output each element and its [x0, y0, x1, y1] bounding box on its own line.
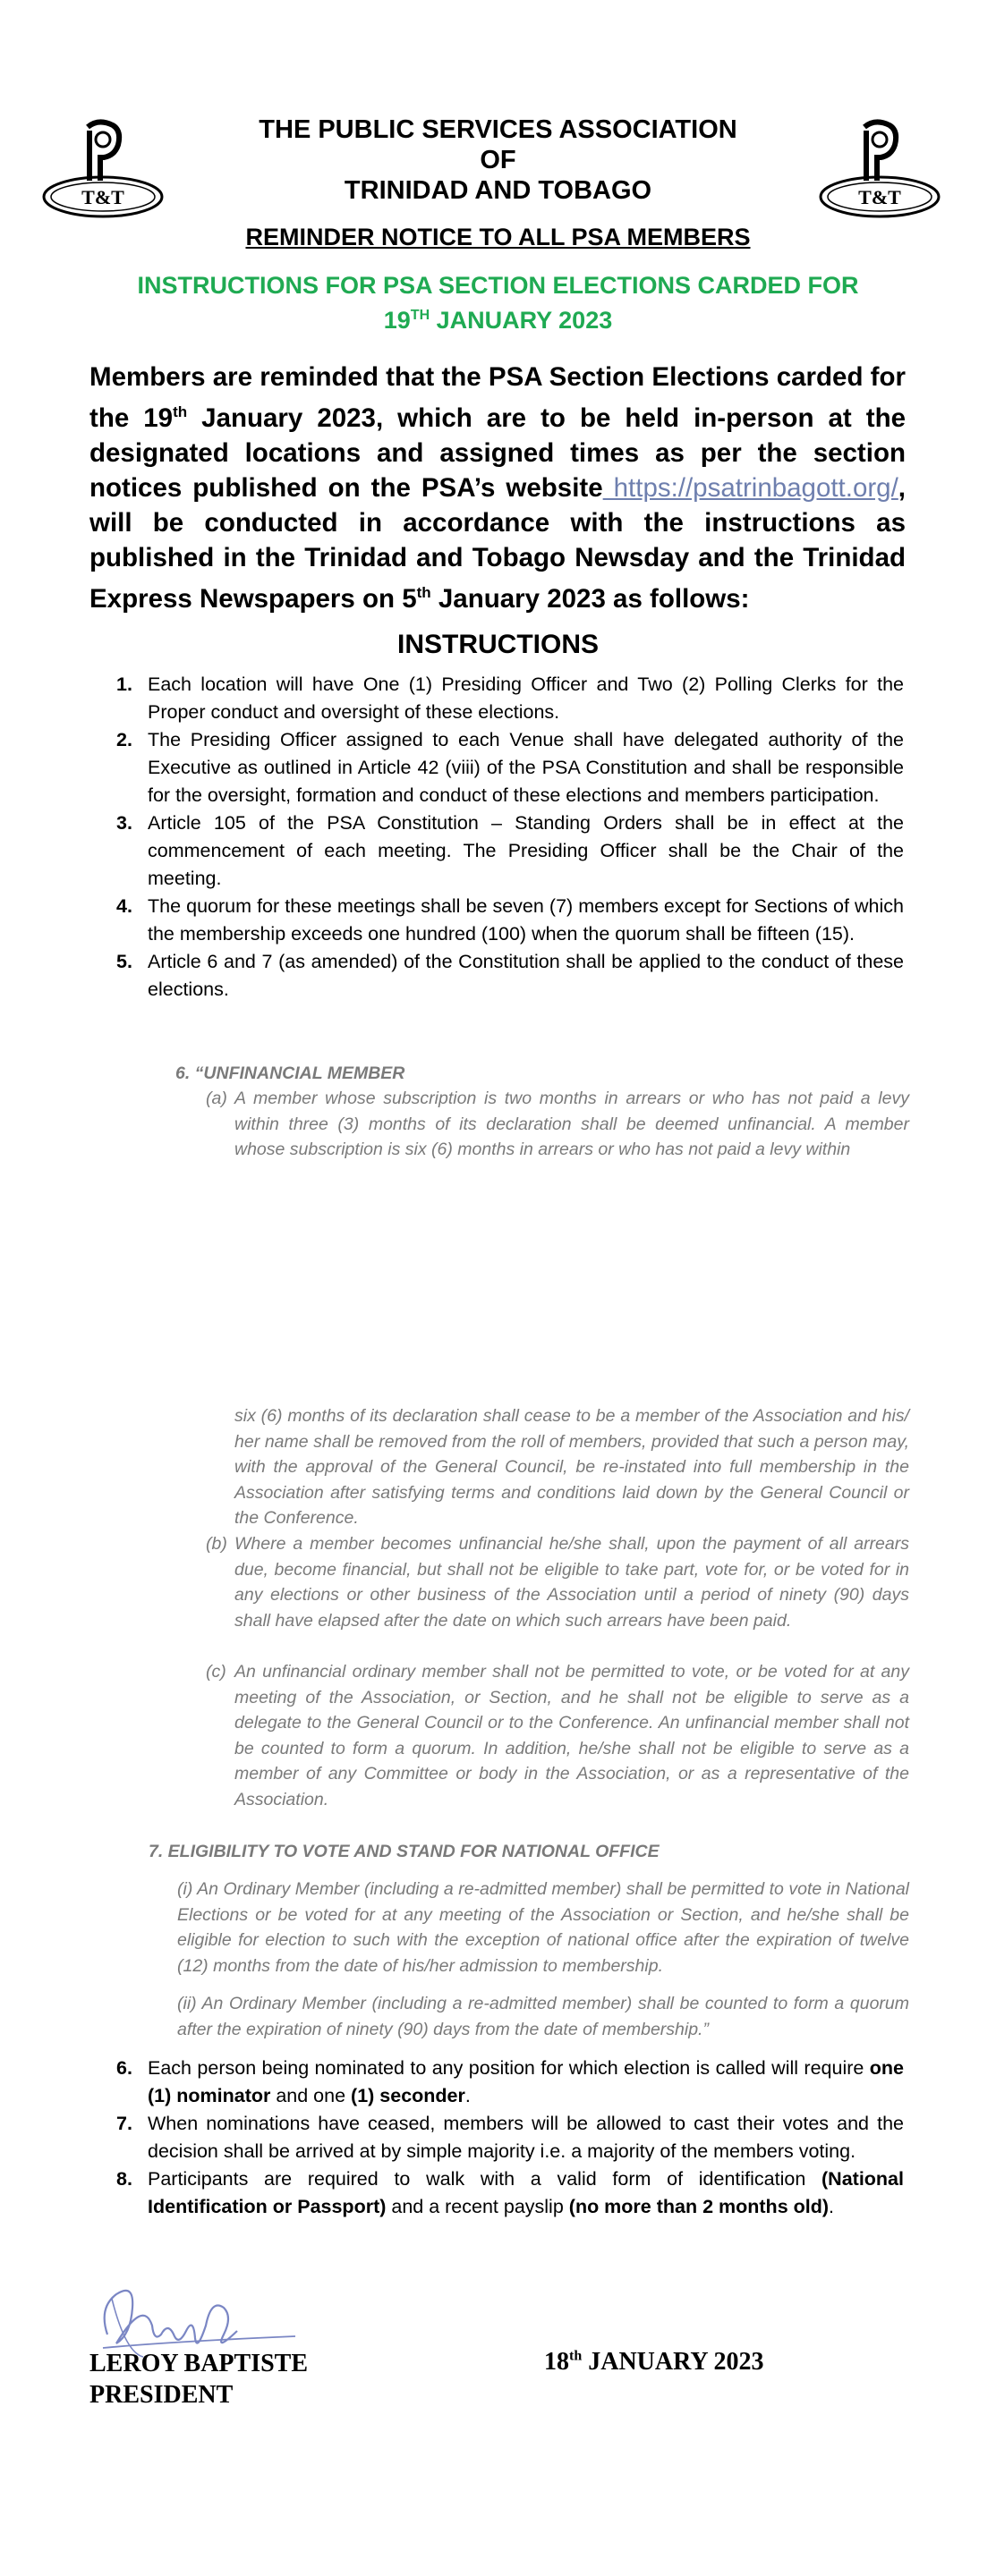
item-text: Article 6 and 7 (as amended) of the Constitution shall be applied to the conduct of these elections.	[148, 951, 904, 1000]
list-item	[116, 893, 904, 948]
intro-text-3: will be conducted in accordance with the instructions as published in the Trinidad and Tobago Newsday and the Trinidad Express Newspapers on 5	[89, 507, 906, 614]
website-link[interactable]: https://psatrinbagott.org/	[602, 472, 898, 503]
item-number: 3.	[116, 812, 132, 834]
instr-month-year: JANUARY 2023	[430, 307, 613, 334]
list-item	[116, 671, 904, 726]
item-number: 7.	[116, 2113, 132, 2134]
organization-name	[0, 114, 996, 206]
logo-initials: T&T	[858, 186, 901, 208]
signatory	[89, 2348, 308, 2411]
instr-day: 19	[383, 307, 411, 334]
list-item	[116, 726, 904, 809]
clause-a-label: (a)	[206, 1089, 227, 1108]
intro-sup-1: th	[173, 403, 188, 420]
clause-i-text: (i) An Ordinary Member (including a re-admitted member) shall be permitted to vote in National Elections or be voted for at any meeting of the Association or Section, and he/she shall be eligible for election to such with the exception of national office after the expiration of twelve (12) months from the date of his/her admission to membership.	[177, 1879, 909, 1976]
item-text: The quorum for these meetings shall be seven (7) members except for Sections of which the membership exceeds one hundred (100) when the quorum shall be fifteen (15).	[148, 895, 904, 945]
item-text: Participants are required to walk with a valid form of identification	[148, 2168, 822, 2190]
intro-text-1: Members are reminded that the PSA Section Elections carded for the 19	[89, 362, 907, 433]
instructions-list-continued	[116, 2055, 904, 2221]
item-text: When nominations have ceased, members will be allowed to cast their votes and the decision shall be arrived at by simple majority i.e. a majority of the members voting.	[148, 2113, 904, 2162]
instr-heading-line-1: INSTRUCTIONS FOR PSA SECTION ELECTIONS CARDED FOR	[137, 272, 859, 299]
item-text: The Presiding Officer assigned to each Venue shall have delegated authority of the Executive as outlined in Article 42 (viii) of the PSA Constitution and shall be responsible for the oversight, formation and conduct of these elections and members participation.	[148, 729, 904, 806]
item-bold-text: one (1) nominator	[148, 2057, 904, 2106]
clause-c-text: An unfinancial ordinary member shall not be permitted to vote, or be voted for at any meeting of the Association, or Section, and he shall not be eligible to serve as a delegate to the General Council or to the Conference. An unfinancial member shall not be counted to form a quorum. In addition, he/she shall not be eligible to serve as a member of any Committee or body in the Association, or as a representative of the Association.	[234, 1662, 909, 1809]
item-text: Each location will have One (1) Presiding Officer and Two (2) Polling Clerks for the Proper conduct and oversight of these elections.	[148, 674, 904, 723]
item-bold-text: (no more than 2 months old)	[568, 2196, 830, 2217]
list-item	[116, 2055, 904, 2110]
instructions-list	[116, 671, 904, 1004]
president-title: PRESIDENT	[89, 2381, 234, 2409]
item-number: 6.	[116, 2057, 132, 2079]
date-sup: th	[569, 2348, 583, 2364]
org-line-1: THE PUBLIC SERVICES ASSOCIATION	[259, 115, 737, 144]
article-7-heading: 7. ELIGIBILITY TO VOTE AND STAND FOR NATIONAL OFFICE	[149, 1842, 660, 1861]
list-item	[116, 948, 904, 1004]
intro-sup-2: th	[416, 583, 431, 601]
item-text: Each person being nominated to any position for which election is called will require	[148, 2057, 870, 2079]
clause-a-text-part-2: six (6) months of its declaration shall cease to be a member of the Association and his/ her name shall be removed from the roll of members, provided that such a person may, with the approval of the General Council, be re-instated into full membership in the Association after satisfying terms and conditions laid down by the General Council or the Conference.	[234, 1406, 909, 1528]
item-number: 4.	[116, 895, 132, 917]
item-text: Article 105 of the PSA Constitution – Standing Orders shall be in effect at the commencement of each meeting. The Presiding Officer shall be the Chair of the meeting.	[148, 812, 904, 889]
item-number: 1.	[116, 674, 132, 695]
intro-text-4: January 2023 as follows:	[430, 583, 750, 614]
instructions-title: INSTRUCTIONS	[397, 630, 599, 659]
intro-comma: ,	[898, 472, 906, 503]
reminder-notice-heading: REMINDER NOTICE TO ALL PSA MEMBERS	[245, 224, 751, 250]
item-text: and one	[270, 2085, 352, 2106]
instr-day-sup: TH	[410, 308, 430, 323]
clause-b-label: (b)	[206, 1534, 227, 1554]
logo-initials: T&T	[81, 186, 124, 208]
list-item	[116, 2110, 904, 2165]
item-bold-text: (National Identification or Passport)	[148, 2168, 904, 2217]
article-6-heading: 6. “UNFINANCIAL MEMBER	[175, 1063, 405, 1083]
instr-heading-line-2	[0, 301, 996, 335]
elections-instructions-heading	[0, 270, 996, 335]
date-day: 18	[544, 2348, 569, 2376]
clause-a-text-part-1: A member whose subscription is two months in arrears or who has not paid a levy within three (3) months of its declaration shall be deemed unfinancial. A member whose subscription is six (6) months in arrears or who has not paid a levy within	[234, 1089, 909, 1159]
list-item	[116, 2165, 904, 2221]
item-text: .	[829, 2196, 835, 2217]
item-number: 5.	[116, 951, 132, 972]
clause-b-text: Where a member becomes unfinancial he/she shall, upon the payment of all arrears due, become financial, but shall not be eligible to take part, vote for, or be voted for in any elections or other business of the Association until a period of ninety (90) days shall have elapsed after the date on which such arrears have been paid.	[234, 1534, 909, 1631]
item-number: 8.	[116, 2168, 132, 2190]
clause-ii-text: (ii) An Ordinary Member (including a re-admitted member) shall be counted to form a quorum after the expiration of ninety (90) days from the date of membership.”	[177, 1994, 909, 2039]
intro-paragraph	[89, 360, 906, 616]
item-number: 2.	[116, 729, 132, 750]
item-text: and a recent payslip	[386, 2196, 569, 2217]
intro-text-2: January 2023, which are to be held in-person at the designated locations and assigned times as per the section notices published on the PSA’s website	[89, 402, 907, 503]
item-text: .	[464, 2085, 471, 2106]
org-line-3: TRINIDAD AND TOBAGO	[344, 176, 652, 205]
item-bold-text: (1) seconder	[351, 2085, 465, 2106]
date-rest: JANUARY 2023	[582, 2348, 764, 2376]
notice-date	[544, 2348, 764, 2377]
list-item	[116, 809, 904, 893]
org-line-2: OF	[480, 146, 516, 174]
president-name: LEROY BAPTISTE	[89, 2350, 309, 2377]
clause-c-label: (c)	[206, 1662, 226, 1682]
